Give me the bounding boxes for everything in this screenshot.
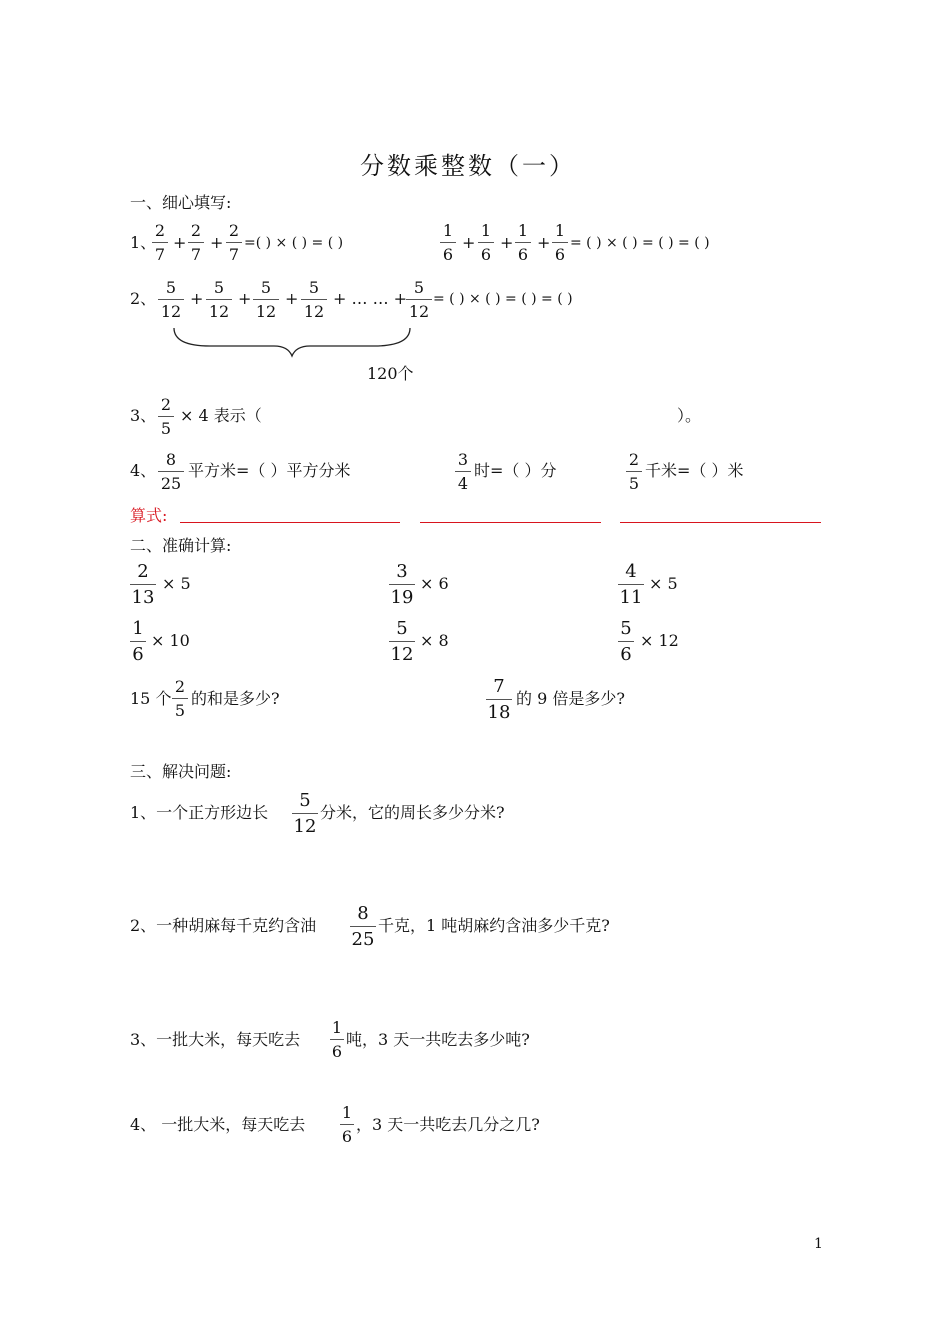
q1-fraction: 2 7 xyxy=(226,221,242,265)
word-q1-suffix: 的和是多少? xyxy=(191,689,280,708)
q2-blanks: = ( ) × ( ) = ( ) = ( ) xyxy=(433,291,573,307)
q1-fraction-b: 1 6 xyxy=(552,221,568,265)
problem1-text: 1、一个正方形边长 xyxy=(130,803,269,822)
curly-brace-icon xyxy=(170,326,415,358)
formula-line-1 xyxy=(180,522,400,523)
q1-fraction: 2 7 xyxy=(188,221,204,265)
problem3-text: 3、一批大米，每天吃去 xyxy=(130,1030,301,1049)
q4-label: 4、 xyxy=(130,461,157,480)
section3-heading: 三、解决问题: xyxy=(130,762,232,781)
calc-fraction: 2 13 xyxy=(131,561,155,608)
problem4-suffix: ，3 天一共吃去几分之几? xyxy=(356,1115,540,1134)
plus-sign: + xyxy=(173,233,187,252)
q1-blanks-2: = ( ) × ( ) = ( ) = ( ) xyxy=(570,235,710,251)
q3-text: × 4 表示（ xyxy=(180,406,262,425)
problem4-fraction: 1 6 xyxy=(341,1103,353,1146)
plus-sign: + xyxy=(238,289,252,308)
problem1-fraction: 5 12 xyxy=(293,790,317,837)
plus-sign: + xyxy=(537,233,551,252)
q1-fraction-b: 1 6 xyxy=(515,221,531,265)
calc-operator: × 5 xyxy=(649,574,678,593)
problem2-text: 2、一种胡麻每千克约含油 xyxy=(130,916,317,935)
q2-ellipsis: + … … + xyxy=(333,289,408,308)
calc-operator: × 8 xyxy=(420,631,449,650)
word-q1-fraction: 2 5 xyxy=(172,677,188,721)
q1-label: 1、 xyxy=(130,233,157,252)
calc-fraction: 5 12 xyxy=(390,618,414,665)
plus-sign: + xyxy=(462,233,476,252)
calc-fraction: 4 11 xyxy=(619,561,643,608)
brace-label: 120个 xyxy=(367,364,414,383)
q4-text-1: 平方米=（ ）平方分米 xyxy=(188,461,351,480)
page-number: 1 xyxy=(814,1236,823,1252)
formula-line-2 xyxy=(420,522,601,523)
problem2-suffix: 千克，1 吨胡麻约含油多少千克? xyxy=(378,916,610,935)
problem2-fraction: 8 25 xyxy=(351,903,375,950)
q1-blanks: =( ) × ( ) = ( ) xyxy=(244,235,344,251)
plus-sign: + xyxy=(500,233,514,252)
q2-fraction: 5 12 xyxy=(253,278,279,322)
calc-operator: × 5 xyxy=(162,574,191,593)
q1-fraction: 2 7 xyxy=(152,221,168,265)
q1-fraction-b: 1 6 xyxy=(440,221,456,265)
plus-sign: + xyxy=(285,289,299,308)
formula-line-3 xyxy=(620,522,821,523)
q3-label: 3、 xyxy=(130,406,157,425)
q4-fraction-3: 2 5 xyxy=(626,450,642,494)
q2-fraction: 5 12 xyxy=(406,278,432,322)
word-q2-fraction: 7 18 xyxy=(487,676,511,723)
q2-fraction: 5 12 xyxy=(301,278,327,322)
q2-fraction: 5 12 xyxy=(206,278,232,322)
plus-sign: + xyxy=(210,233,224,252)
q2-fraction: 5 12 xyxy=(158,278,184,322)
word-q1-prefix: 15 个 xyxy=(130,689,172,708)
calc-operator: × 10 xyxy=(151,631,190,650)
problem3-fraction: 1 6 xyxy=(331,1018,343,1061)
calc-operator: × 6 xyxy=(420,574,449,593)
calc-fraction: 5 6 xyxy=(618,618,634,666)
word-q2-suffix: 的 9 倍是多少? xyxy=(516,689,625,708)
calc-fraction: 3 19 xyxy=(390,561,414,608)
q4-fraction-1: 8 25 xyxy=(158,450,184,494)
page-title: 分数乘整数（一） xyxy=(360,152,576,180)
section1-heading: 一、细心填写: xyxy=(130,193,232,212)
q3-end: ）。 xyxy=(677,406,702,425)
q4-fraction-2: 3 4 xyxy=(455,450,471,494)
problem1-suffix: 分米，它的周长多少分米? xyxy=(320,803,505,822)
calc-operator: × 12 xyxy=(640,631,679,650)
q4-text-2: 时=（ ）分 xyxy=(474,461,557,480)
plus-sign: + xyxy=(190,289,204,308)
problem4-text: 4、 一批大米，每天吃去 xyxy=(130,1115,306,1134)
problem3-suffix: 吨，3 天一共吃去多少吨? xyxy=(346,1030,530,1049)
q1-fraction-b: 1 6 xyxy=(478,221,494,265)
q4-text-3: 千米=（ ）米 xyxy=(645,461,744,480)
section2-heading: 二、准确计算: xyxy=(130,536,232,555)
q2-label: 2、 xyxy=(130,289,157,308)
formula-label: 算式: xyxy=(130,506,168,525)
q3-fraction: 2 5 xyxy=(158,395,174,439)
calc-fraction: 1 6 xyxy=(130,618,146,666)
